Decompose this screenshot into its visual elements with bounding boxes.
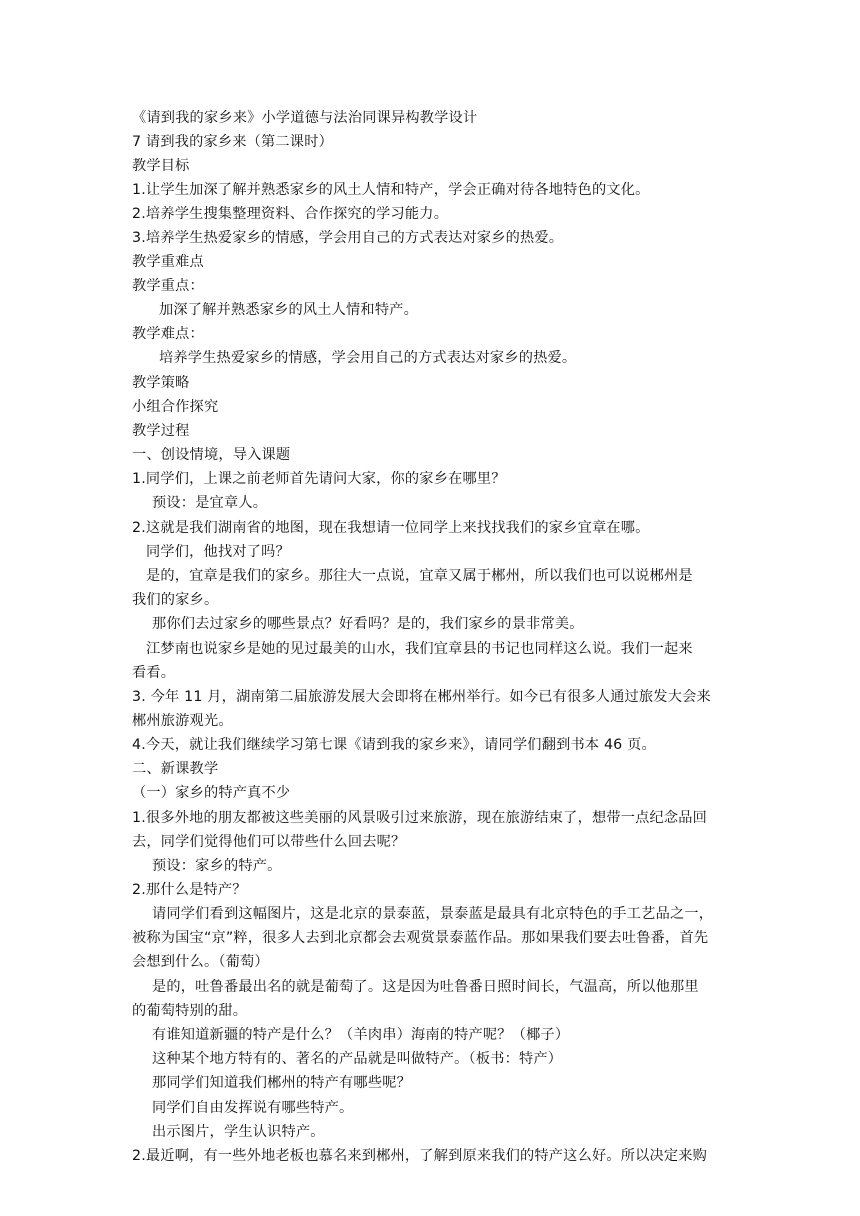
text-line: 江梦南也说家乡是她的见过最美的山水，我们宜章县的书记也同样这么说。我们一起来 xyxy=(146,641,693,657)
text-line: 4.今天，就让我们继续学习第七课《请到我的家乡来》，请同学们翻到书本 46 页。 xyxy=(132,737,656,753)
text-line: 教学策略 xyxy=(132,375,190,391)
text-line: 的葡萄特别的甜。 xyxy=(132,1003,248,1019)
text-line: 《请到我的家乡来》小学道德与法治同课异构教学设计 xyxy=(132,110,478,126)
text-line: 教学重难点 xyxy=(132,254,204,270)
text-line: 我们的家乡。 xyxy=(132,592,219,608)
text-line: 2.最近啊，有一些外地老板也慕名来到郴州，了解到原来我们的特产这么好。所以决定来购 xyxy=(132,1148,708,1164)
text-line: 1.让学生加深了解并熟悉家乡的风土人情和特产，学会正确对待各地特色的文化。 xyxy=(132,182,650,198)
text-line: 那你们去过家乡的哪些景点？好看吗？是的，我们家乡的景非常美。 xyxy=(152,616,584,632)
text-line: 教学重点： xyxy=(132,278,204,294)
text-line: 看看。 xyxy=(132,665,176,681)
text-line: 一、创设情境，导入课题 xyxy=(132,447,291,463)
text-line: 是的，吐鲁番最出名的就是葡萄了。这是因为吐鲁番日照时间长，气温高，所以他那里 xyxy=(152,979,699,995)
text-line: 郴州旅游观光。 xyxy=(132,713,233,729)
text-line: 2.这就是我们湖南省的地图，现在我想请一位同学上来找找我们的家乡宜章在哪。 xyxy=(132,520,650,536)
text-line: 有谁知道新疆的特产是什么？（羊肉串）海南的特产呢？（椰子） xyxy=(152,1027,570,1043)
text-line: 这种某个地方特有的、著名的产品就是叫做特产。（板书：特产） xyxy=(152,1051,563,1067)
text-line: 教学目标 xyxy=(132,158,190,174)
text-line: 教学过程 xyxy=(132,423,190,439)
text-line: 3. 今年 11 月，湖南第二届旅游发展大会即将在郴州举行。如今已有很多人通过旅发大会来 xyxy=(132,689,711,705)
text-line: 是的，宜章是我们的家乡。那往大一点说，宜章又属于郴州，所以我们也可以说郴州是 xyxy=(146,568,693,584)
text-line: 被称为国宝“京”粹，很多人去到北京都会去观赏景泰蓝作品。那如果我们要去吐鲁番，首先 xyxy=(132,930,709,946)
text-line: 培养学生热爱家乡的情感，学会用自己的方式表达对家乡的热爱。 xyxy=(159,350,577,366)
text-line: 1.很多外地的朋友都被这些美丽的风景吸引过来旅游，现在旅游结束了，想带一点纪念品回 xyxy=(132,810,708,826)
text-line: 小组合作探究 xyxy=(132,399,219,415)
text-line: 3.培养学生热爱家乡的情感，学会用自己的方式表达对家乡的热爱。 xyxy=(132,230,564,246)
text-line: 加深了解并熟悉家乡的风土人情和特产。 xyxy=(159,302,418,318)
text-line: 那同学们知道我们郴州的特产有哪些呢？ xyxy=(152,1075,411,1091)
text-line: 1.同学们，上课之前老师首先请问大家，你的家乡在哪里？ xyxy=(132,471,506,487)
text-line: 预设：家乡的特产。 xyxy=(152,858,282,874)
text-line: 2.那什么是特产？ xyxy=(132,882,247,898)
text-line: 同学们，他找对了吗？ xyxy=(146,544,290,560)
text-line: 2.培养学生搜集整理资料、合作探究的学习能力。 xyxy=(132,206,449,222)
text-line: （一）家乡的特产真不少 xyxy=(132,785,291,801)
text-line: 出示图片，学生认识特产。 xyxy=(152,1124,325,1140)
text-line: 请同学们看到这幅图片，这是北京的景泰蓝，景泰蓝是最具有北京特色的手工艺品之一， xyxy=(152,906,714,922)
text-line: 7 请到我的家乡来（第二课时） xyxy=(132,134,333,150)
text-line: 会想到什么。（葡萄） xyxy=(132,954,269,970)
text-line: 去，同学们觉得他们可以带些什么回去呢？ xyxy=(132,834,406,850)
text-line: 二、新课教学 xyxy=(132,761,219,777)
text-line: 同学们自由发挥说有哪些特产。 xyxy=(152,1100,354,1116)
text-line: 教学难点： xyxy=(132,326,204,342)
text-line: 预设：是宜章人。 xyxy=(152,495,268,511)
